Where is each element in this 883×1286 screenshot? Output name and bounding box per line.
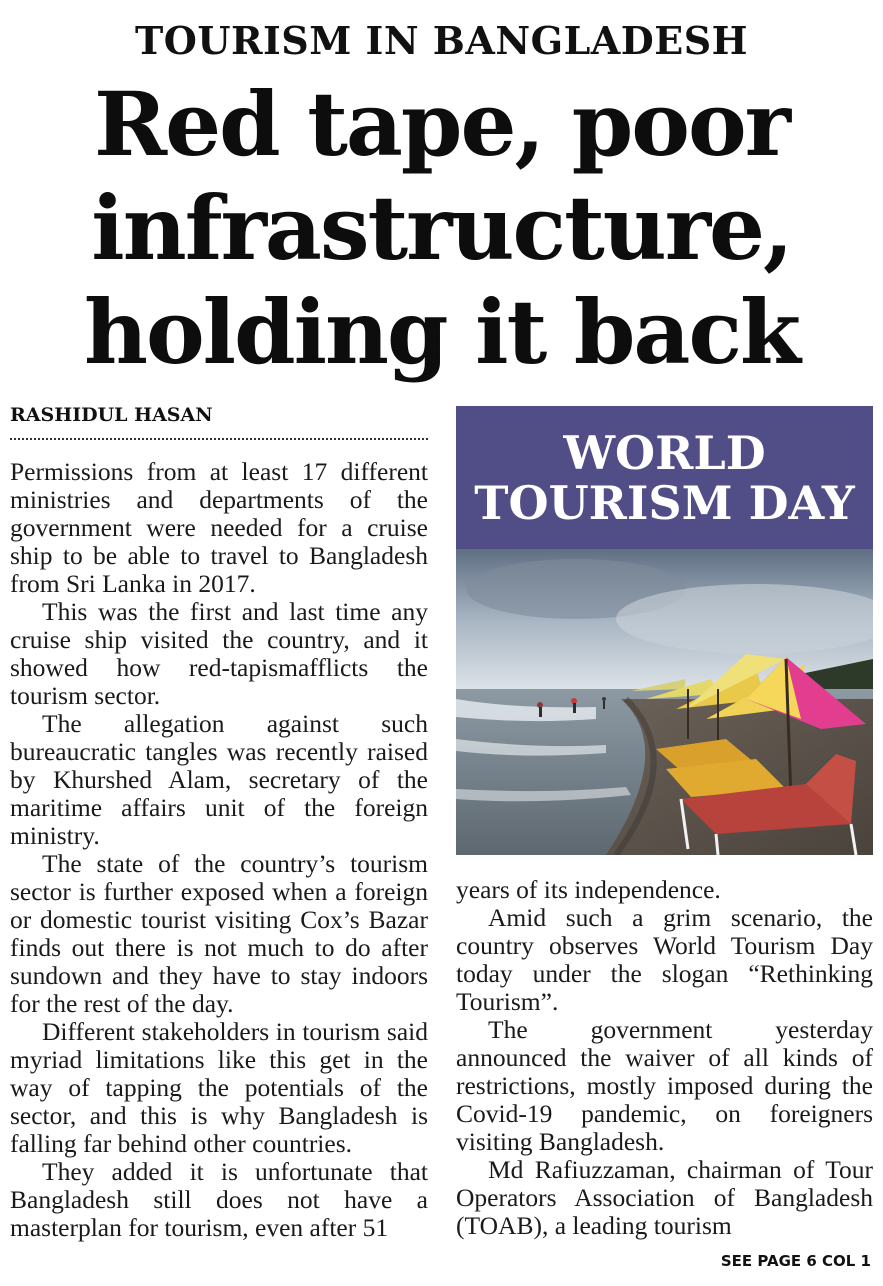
paragraph: This was the first and last time any cruise ship visited the country, and it showed how red-tapismafflicts the tourism sector. xyxy=(10,597,428,710)
paragraph: The allegation against such bureaucratic tangles was recently raised by Khurshed Alam, secretary of the maritime affairs unit of the foreign ministry. xyxy=(10,709,428,850)
paragraph: The government yesterday announced the waiver of all kinds of restrictions, mostly imposed during the Covid-19 pandemic, on foreigners visiting Bangladesh. xyxy=(456,1015,873,1156)
byline: RASHIDUL HASAN xyxy=(10,404,213,426)
paragraph: They added it is unfortunate that Bangladesh still does not have a masterplan for tourism, even after 51 xyxy=(10,1157,428,1242)
paragraph: Permissions from at least 17 different ministries and departments of the government were needed for a cruise ship to be able to travel to Bangladesh from Sri Lanka in 2017. xyxy=(10,457,428,598)
headline: Red tape, poor infrastructure, holding it back xyxy=(83,72,800,384)
banner-line-1: WORLD xyxy=(563,425,766,480)
section-kicker: TOURISM IN BANGLADESH xyxy=(134,18,749,63)
byline-divider xyxy=(10,438,428,440)
beach-umbrella-photo xyxy=(456,549,873,855)
banner-line-2: TOURISM DAY xyxy=(474,475,855,530)
paragraph: Amid such a grim scenario, the country observes World Tourism Day today under the slogan “Rethinking Tourism”. xyxy=(456,903,873,1016)
article-column-left xyxy=(10,458,428,1242)
paragraph: years of its independence. xyxy=(456,875,721,904)
article-column-right xyxy=(456,876,873,1240)
world-tourism-day-banner xyxy=(456,406,873,549)
paragraph: Different stakeholders in tourism said myriad limitations like this get in the way of tapping the potentials of the sector, and this is why Bangladesh is falling far behind other countries. xyxy=(10,1017,428,1158)
paragraph: The state of the country’s tourism sector is further exposed when a foreign or domestic tourist visiting Cox’s Bazar finds out there is not much to do after sundown and they have to stay indoors for the rest of the day. xyxy=(10,849,428,1018)
continuation-reference: SEE PAGE 6 COL 1 xyxy=(720,1252,871,1270)
paragraph: Md Rafiuzzaman, chairman of Tour Operators Association of Bangladesh (TOAB), a leading tourism xyxy=(456,1155,873,1240)
